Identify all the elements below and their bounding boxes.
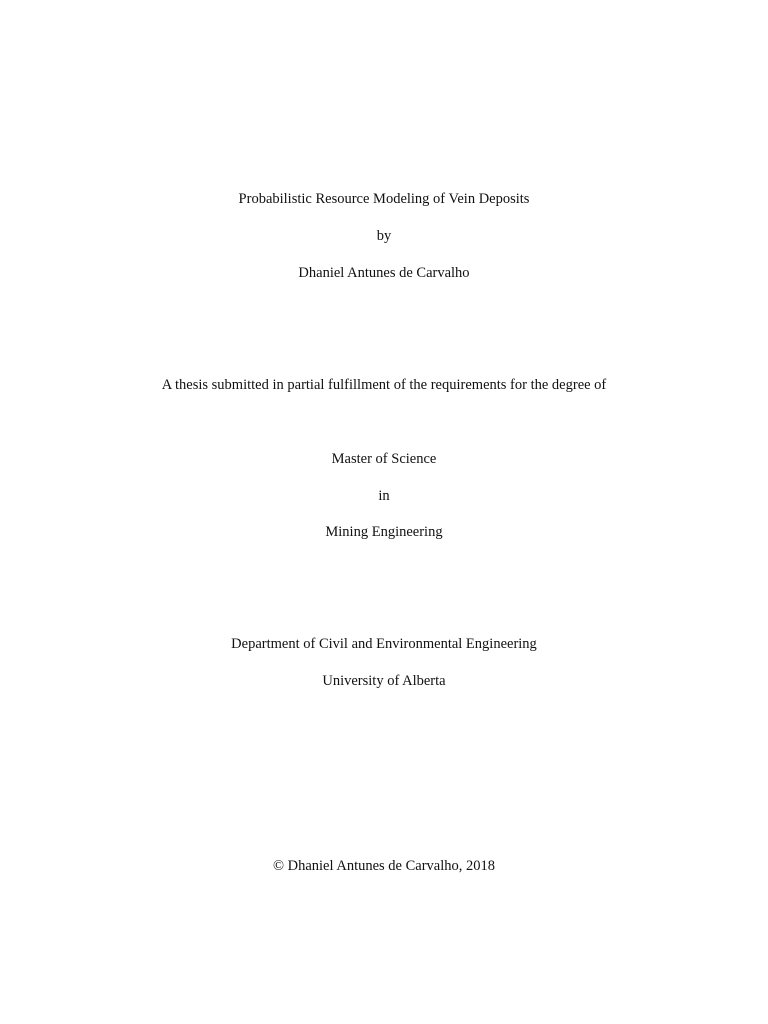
submission-statement: A thesis submitted in partial fulfillment of the requirements for the degree of <box>161 377 607 393</box>
by-label: by <box>376 228 392 244</box>
thesis-title: Probabilistic Resource Modeling of Vein Deposits <box>238 191 530 207</box>
university-name: University of Alberta <box>322 673 446 689</box>
department-name: Department of Civil and Environmental Engineering <box>231 636 537 652</box>
copyright-notice: © Dhaniel Antunes de Carvalho, 2018 <box>272 858 496 874</box>
field-of-study: Mining Engineering <box>325 524 443 540</box>
degree-name: Master of Science <box>331 451 437 467</box>
in-label: in <box>378 488 390 504</box>
author-name: Dhaniel Antunes de Carvalho <box>298 265 470 281</box>
